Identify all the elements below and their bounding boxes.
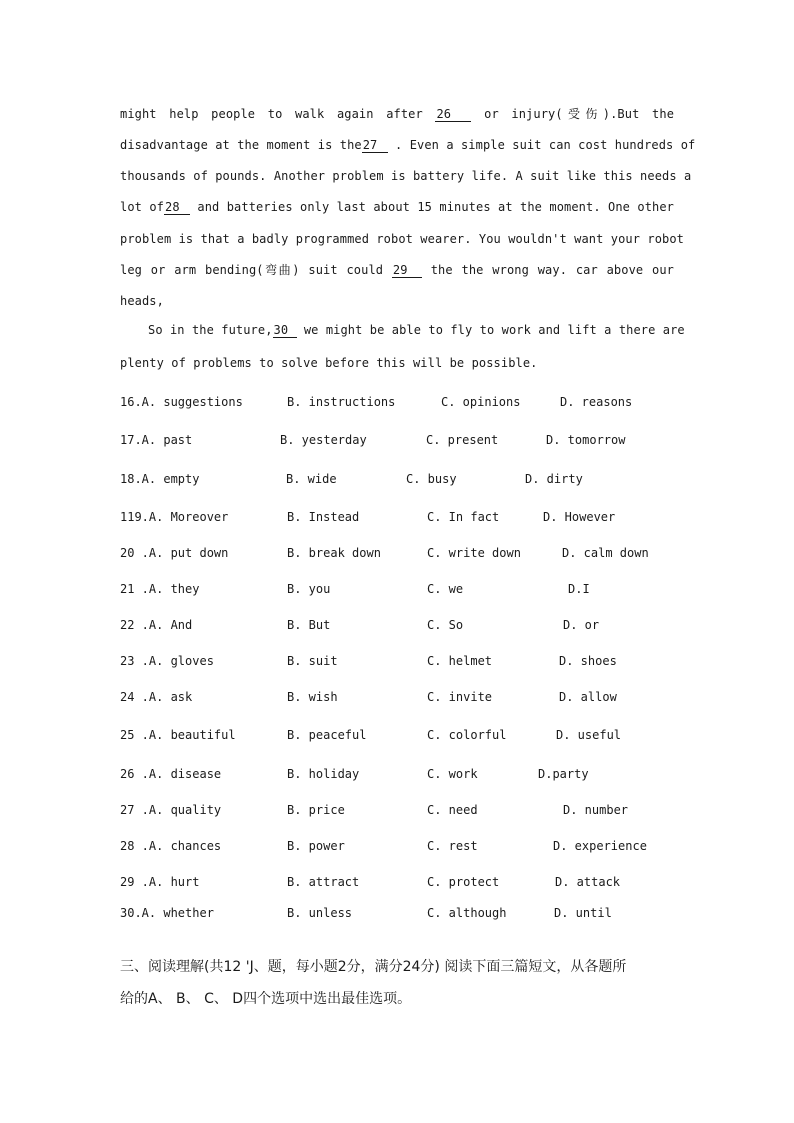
- option-d: D. attack: [555, 875, 621, 889]
- question-row: [120, 654, 680, 670]
- question-row: [120, 433, 680, 449]
- option-c: C. In fact: [427, 510, 500, 524]
- passage-line-2: [120, 138, 696, 153]
- question-row: [120, 690, 680, 706]
- option-c: C. rest: [427, 839, 478, 853]
- passage-text: we might be able to fly to work and lift a there are: [303, 323, 685, 337]
- option-b: B. attract: [287, 875, 360, 889]
- question-row: [120, 875, 680, 891]
- question-row: [120, 767, 680, 783]
- blank-26: 26: [435, 108, 471, 122]
- section-instructions: 给的A、 B、 C、 D四个选项中选出最佳选项。: [120, 991, 412, 1007]
- option-b: B. suit: [287, 654, 338, 668]
- passage-text: . Even a simple suit can cost hundreds of: [395, 138, 696, 152]
- option-c: C. colorful: [427, 728, 507, 742]
- option-b: B. power: [287, 839, 345, 853]
- option-a: 25 .A. beautiful: [120, 728, 236, 742]
- question-row: [120, 582, 680, 598]
- blank-29: 29: [392, 264, 422, 278]
- option-d: D. allow: [559, 690, 617, 704]
- option-a: 18.A. empty: [120, 472, 200, 486]
- question-row: [120, 395, 680, 411]
- option-a: 22 .A. And: [120, 618, 193, 632]
- passage-line-7: heads,: [120, 294, 164, 308]
- option-b: B. you: [287, 582, 331, 596]
- passage-text: might help people to walk again after: [120, 107, 423, 121]
- passage-text: lot of: [120, 200, 164, 214]
- option-d: D.party: [538, 767, 589, 781]
- option-c: C. protect: [427, 875, 500, 889]
- passage-line-8: [148, 323, 685, 338]
- option-d: D. until: [554, 906, 612, 920]
- option-c: C. present: [426, 433, 499, 447]
- option-b: B. unless: [287, 906, 353, 920]
- option-a: 16.A. suggestions: [120, 395, 243, 409]
- option-c: C. work: [427, 767, 478, 781]
- question-row: [120, 728, 680, 744]
- option-d: D.I: [568, 582, 590, 596]
- option-d: D. or: [563, 618, 600, 632]
- question-row: [120, 510, 680, 526]
- option-a: 24 .A. ask: [120, 690, 193, 704]
- option-a: 21 .A. they: [120, 582, 200, 596]
- option-b: B. Instead: [287, 510, 360, 524]
- blank-28: 28: [164, 201, 190, 215]
- passage-line-1: [120, 105, 674, 122]
- passage-line-3: thousands of pounds. Another problem is battery life. A suit like this needs a: [120, 169, 692, 183]
- option-a: 17.A. past: [120, 433, 193, 447]
- option-d: D. calm down: [562, 546, 649, 560]
- passage-text: and batteries only last about 15 minutes at the moment. One other: [197, 200, 674, 214]
- section-heading: 三、阅读理解(共12 'J、题，每小题2分，满分24分) 阅读下面三篇短文，从各题所: [120, 959, 627, 975]
- question-row: [120, 546, 680, 562]
- question-row: [120, 839, 680, 855]
- passage-text: the the wrong way. car above our: [430, 263, 675, 277]
- option-c: C. need: [427, 803, 478, 817]
- passage-line-4: [120, 200, 674, 215]
- question-row: [120, 472, 680, 488]
- option-d: D. However: [543, 510, 616, 524]
- option-b: B. holiday: [287, 767, 360, 781]
- option-b: B. wish: [287, 690, 338, 704]
- passage-text: or injury(受伤).But the: [484, 107, 675, 121]
- option-a: 119.A. Moreover: [120, 510, 229, 524]
- option-a: 20 .A. put down: [120, 546, 229, 560]
- option-c: C. helmet: [427, 654, 493, 668]
- passage-text: So in the future,: [148, 323, 273, 337]
- passage-line-6: [120, 261, 674, 278]
- option-a: 29 .A. hurt: [120, 875, 200, 889]
- option-b: B. But: [287, 618, 331, 632]
- option-d: D. dirty: [525, 472, 583, 486]
- option-c: C. although: [427, 906, 507, 920]
- option-b: B. price: [287, 803, 345, 817]
- option-c: C. opinions: [441, 395, 521, 409]
- option-b: B. peaceful: [287, 728, 367, 742]
- passage-line-5: problem is that a badly programmed robot wearer. You wouldn't want your robot: [120, 232, 684, 246]
- option-c: C. busy: [406, 472, 457, 486]
- option-a: 30.A. whether: [120, 906, 214, 920]
- option-a: 27 .A. quality: [120, 803, 222, 817]
- option-a: 23 .A. gloves: [120, 654, 214, 668]
- option-a: 26 .A. disease: [120, 767, 222, 781]
- option-c: C. So: [427, 618, 464, 632]
- passage-line-9: plenty of problems to solve before this will be possible.: [120, 356, 538, 370]
- option-b: B. wide: [286, 472, 337, 486]
- option-d: D. reasons: [560, 395, 633, 409]
- option-d: D. number: [563, 803, 629, 817]
- blank-30: 30: [273, 324, 297, 338]
- option-a: 28 .A. chances: [120, 839, 222, 853]
- passage-text: leg or arm bending(弯曲) suit could: [120, 263, 384, 277]
- option-b: B. yesterday: [280, 433, 367, 447]
- option-c: C. write down: [427, 546, 521, 560]
- option-b: B. instructions: [287, 395, 396, 409]
- question-row: [120, 618, 680, 634]
- blank-27: 27: [362, 139, 388, 153]
- option-c: C. we: [427, 582, 464, 596]
- option-d: D. useful: [556, 728, 622, 742]
- question-row: [120, 803, 680, 819]
- passage-text: disadvantage at the moment is the: [120, 138, 362, 152]
- option-d: D. experience: [553, 839, 647, 853]
- option-b: B. break down: [287, 546, 381, 560]
- option-c: C. invite: [427, 690, 493, 704]
- question-row: [120, 906, 680, 922]
- option-d: D. tomorrow: [546, 433, 626, 447]
- option-d: D. shoes: [559, 654, 617, 668]
